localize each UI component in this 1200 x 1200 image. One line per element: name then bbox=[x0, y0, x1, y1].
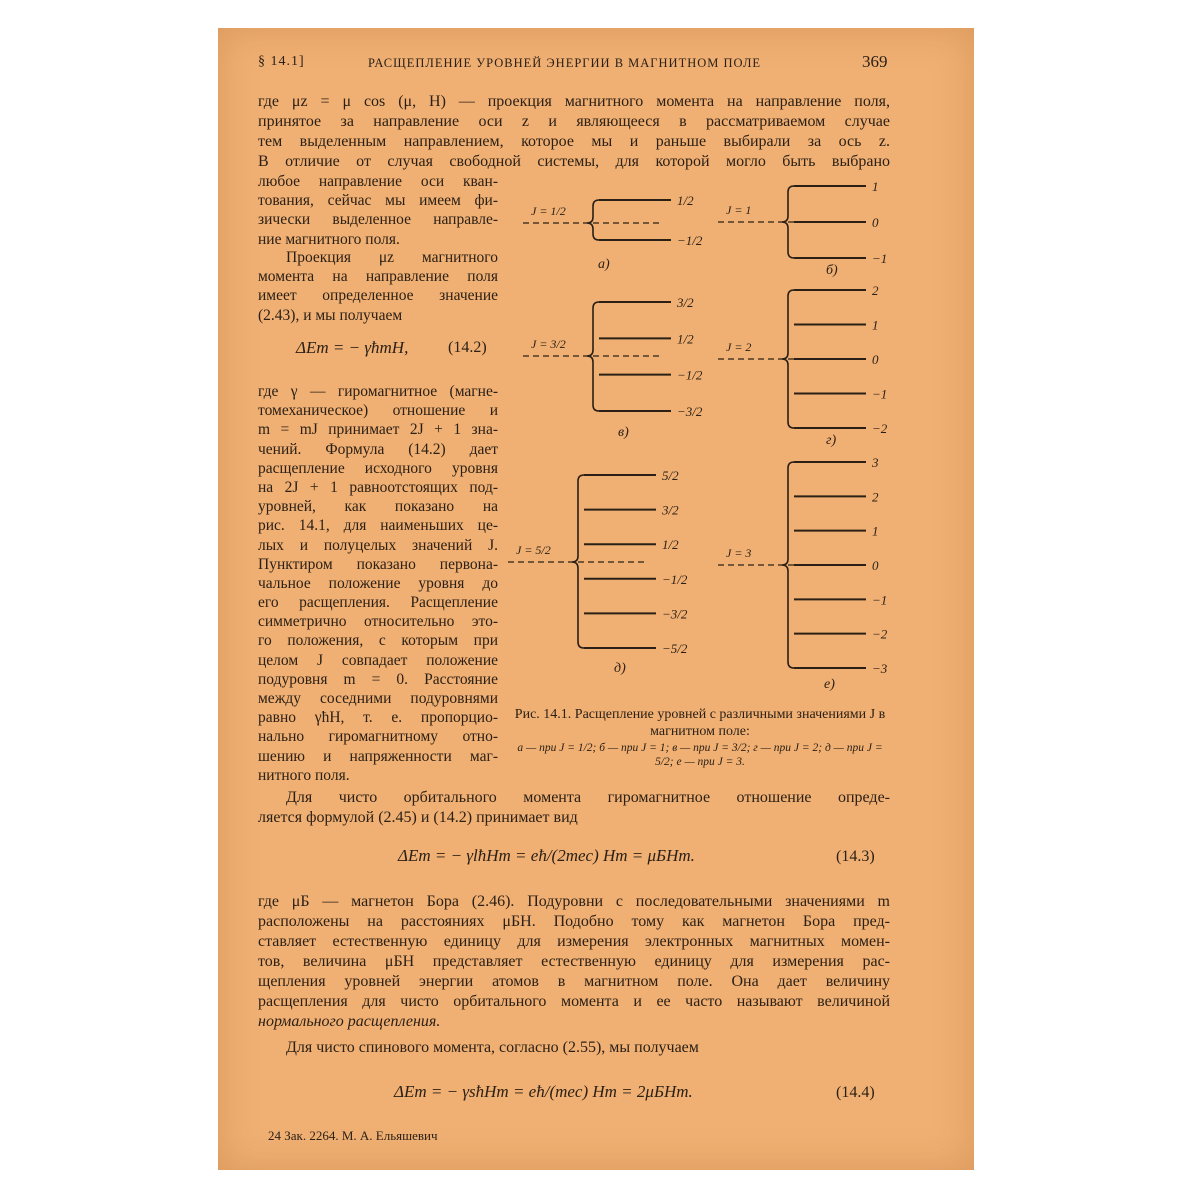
sublevel-label-e-5: −5/2 bbox=[662, 641, 688, 656]
text-line: любое направление оси кван- bbox=[258, 173, 498, 190]
sublevel-label-a-0: 1/2 bbox=[677, 193, 694, 208]
para3-line3: ставляет естественную единицу для измерения электронных магнитных момен- bbox=[258, 933, 890, 950]
text-line: чений. Формула (14.2) дает bbox=[258, 440, 498, 458]
equation-14-3: ΔEm = − γlħHm = eħ/(2mec) Hm = μБHm. bbox=[398, 846, 695, 865]
j-value-label-b: J = 1 bbox=[726, 203, 752, 217]
para1-line2: принятое за направление оси z и являющееся в рассматриваемом случае bbox=[258, 113, 890, 130]
text-line: на 2J + 1 равноотстоящих под- bbox=[258, 478, 498, 496]
sublevel-label-b-0: 1 bbox=[872, 179, 879, 194]
para1-line4: В отличие от случая свободной системы, для которой могло быть выбрано bbox=[258, 153, 890, 170]
sublevel-label-f-2: 1 bbox=[872, 523, 879, 539]
text-line: момента на направление поля bbox=[258, 268, 498, 286]
page-number: 369 bbox=[862, 52, 888, 71]
text-line: лых и полуцелых значений J. bbox=[258, 536, 498, 554]
text-line: ние магнитного поля. bbox=[258, 230, 400, 248]
sublevel-label-f-6: −3 bbox=[872, 661, 888, 676]
para4: Для чисто спинового момента, согласно (2.55), мы получаем bbox=[286, 1039, 699, 1056]
para2-line2: ляется формулой (2.45) и (14.2) принимает вид bbox=[258, 809, 578, 826]
text-line: Пунктиром показано первона- bbox=[258, 555, 498, 573]
panel-label-d: г) bbox=[826, 433, 837, 448]
sublevel-label-e-2: 1/2 bbox=[662, 537, 679, 553]
para2-line1: Для чисто орбитального момента гиромагнитное отношение опреде- bbox=[286, 789, 890, 806]
text-line: (2.43), и мы получаем bbox=[258, 306, 403, 324]
sublevel-label-d-1: 1 bbox=[872, 317, 879, 333]
text-line: между соседними подуровнями bbox=[258, 690, 498, 707]
sublevel-label-c-0: 3/2 bbox=[677, 295, 694, 310]
text-line: шению и напряженности маг- bbox=[258, 747, 498, 765]
sublevel-label-f-5: −2 bbox=[872, 626, 888, 642]
sublevel-label-e-4: −3/2 bbox=[662, 606, 688, 622]
panel-label-e: д) bbox=[614, 661, 626, 676]
text-line: тования, сейчас мы имеем фи- bbox=[258, 192, 498, 210]
sublevel-label-f-3: 0 bbox=[872, 558, 879, 573]
sublevel-label-d-2: 0 bbox=[872, 352, 879, 367]
book-page bbox=[218, 28, 974, 1170]
equation-14-4: ΔEm = − γsħHm = eħ/(mec) Hm = 2μБHm. bbox=[394, 1082, 693, 1101]
sublevel-label-d-3: −1 bbox=[872, 386, 888, 402]
sublevel-label-a-1: −1/2 bbox=[677, 233, 703, 248]
para3-line6: расщепления для чисто орбитального момента и ее часто называют величиной bbox=[258, 993, 890, 1010]
sublevel-label-c-2: −1/2 bbox=[677, 367, 703, 383]
text-line: чальное положение уровня до bbox=[258, 574, 498, 592]
figure-caption: Рис. 14.1. Расщепление уровней с различными значениями J в магнитном поле: bbox=[514, 707, 886, 739]
sublevel-label-e-0: 5/2 bbox=[662, 468, 679, 483]
text-line: рис. 14.1, для наименьших це- bbox=[258, 517, 498, 535]
panel-label-a: а) bbox=[598, 257, 610, 272]
text-line: зически выделенное направле- bbox=[258, 211, 498, 229]
text-line: Проекция μz магнитного bbox=[286, 249, 498, 266]
text-line: симметрично относительно это- bbox=[258, 613, 498, 631]
panel-label-c: в) bbox=[618, 425, 629, 440]
energy-level-figure bbox=[218, 28, 974, 728]
text-line: уровней, как показано на bbox=[258, 498, 498, 516]
para3-line5: щепления уровней энергии атомов в магнитном поле. Она дает величину bbox=[258, 973, 890, 990]
equation-number-14-3: (14.3) bbox=[836, 848, 875, 865]
print-footer: 24 Зак. 2264. М. А. Ельяшевич bbox=[268, 1128, 438, 1143]
equation-number-14-4: (14.4) bbox=[836, 1084, 875, 1101]
sublevel-label-e-3: −1/2 bbox=[662, 571, 688, 587]
sublevel-label-f-0: 3 bbox=[872, 455, 879, 470]
sublevel-label-b-2: −1 bbox=[872, 251, 888, 266]
sublevel-label-e-1: 3/2 bbox=[662, 502, 679, 518]
text-line: его расщепления. Расщепление bbox=[258, 594, 498, 612]
sublevel-label-d-4: −2 bbox=[872, 421, 888, 436]
panel-label-b: б) bbox=[826, 263, 838, 278]
j-value-label-a: J = 1/2 bbox=[531, 204, 566, 218]
text-line: томеханическое) отношение и bbox=[258, 402, 498, 420]
sublevel-label-c-3: −3/2 bbox=[677, 404, 703, 419]
text-line: имеет определенное значение bbox=[258, 287, 498, 305]
j-value-label-c: J = 3/2 bbox=[531, 337, 566, 351]
text-line: нально гиромагнитному отно- bbox=[258, 728, 498, 746]
text-line: расщепление исходного уровня bbox=[258, 459, 498, 477]
sublevel-label-f-1: 2 bbox=[872, 489, 879, 505]
j-value-label-e: J = 5/2 bbox=[516, 543, 551, 557]
figure-caption-legend: а — при J = 1/2; б — при J = 1; в — при J = 3/2; г — при J = 2; д — при J = 5/2; е — при J = 3. bbox=[517, 742, 883, 768]
para1-line3: тем выделенным направлением, которое мы и раньше выбирали за ось z. bbox=[258, 133, 890, 150]
text-line: m = mJ принимает 2J + 1 зна- bbox=[258, 421, 498, 439]
para3-line4: тов, величина μБH представляет естественную единицу для измерения рас- bbox=[258, 953, 890, 970]
sublevel-label-b-1: 0 bbox=[872, 215, 879, 230]
sublevel-label-f-4: −1 bbox=[872, 592, 888, 608]
brace-a bbox=[587, 200, 599, 240]
section-ref: § 14.1] bbox=[258, 54, 305, 69]
equation-14-2: ΔEm = − γħmH, bbox=[296, 338, 409, 357]
para3-line1: где μБ — магнетон Бора (2.46). Подуровни с последовательными значениями m bbox=[258, 893, 890, 910]
text-line: целом J совпадает положение bbox=[258, 651, 498, 669]
panel-label-f: е) bbox=[824, 677, 835, 692]
text-line: нитного поля. bbox=[258, 766, 350, 784]
j-value-label-f: J = 3 bbox=[726, 546, 752, 560]
sublevel-label-c-1: 1/2 bbox=[677, 331, 694, 347]
para3-line7: нормального расщепления. bbox=[258, 1013, 441, 1030]
running-title: РАСЩЕПЛЕНИЕ УРОВНЕЙ ЭНЕРГИИ В МАГНИТНОМ ПОЛЕ bbox=[368, 56, 762, 70]
j-value-label-d: J = 2 bbox=[726, 340, 752, 354]
text-line: подуровня m = 0. Расстояние bbox=[258, 670, 498, 688]
para3-line2: расположены на расстояниях μБH. Подобно тому как магнетон Бора пред- bbox=[258, 913, 890, 930]
sublevel-label-d-0: 2 bbox=[872, 283, 879, 298]
para1-line1: где μz = μ cos (μ, H) — проекция магнитного момента на направление поля, bbox=[258, 93, 890, 110]
text-line: го положения, с которым при bbox=[258, 632, 498, 650]
text-line: равно γħH, т. е. пропорцио- bbox=[258, 709, 498, 727]
equation-number-14-2: (14.2) bbox=[448, 339, 487, 356]
text-line: где γ — гиромагнитное (магне- bbox=[258, 383, 498, 400]
